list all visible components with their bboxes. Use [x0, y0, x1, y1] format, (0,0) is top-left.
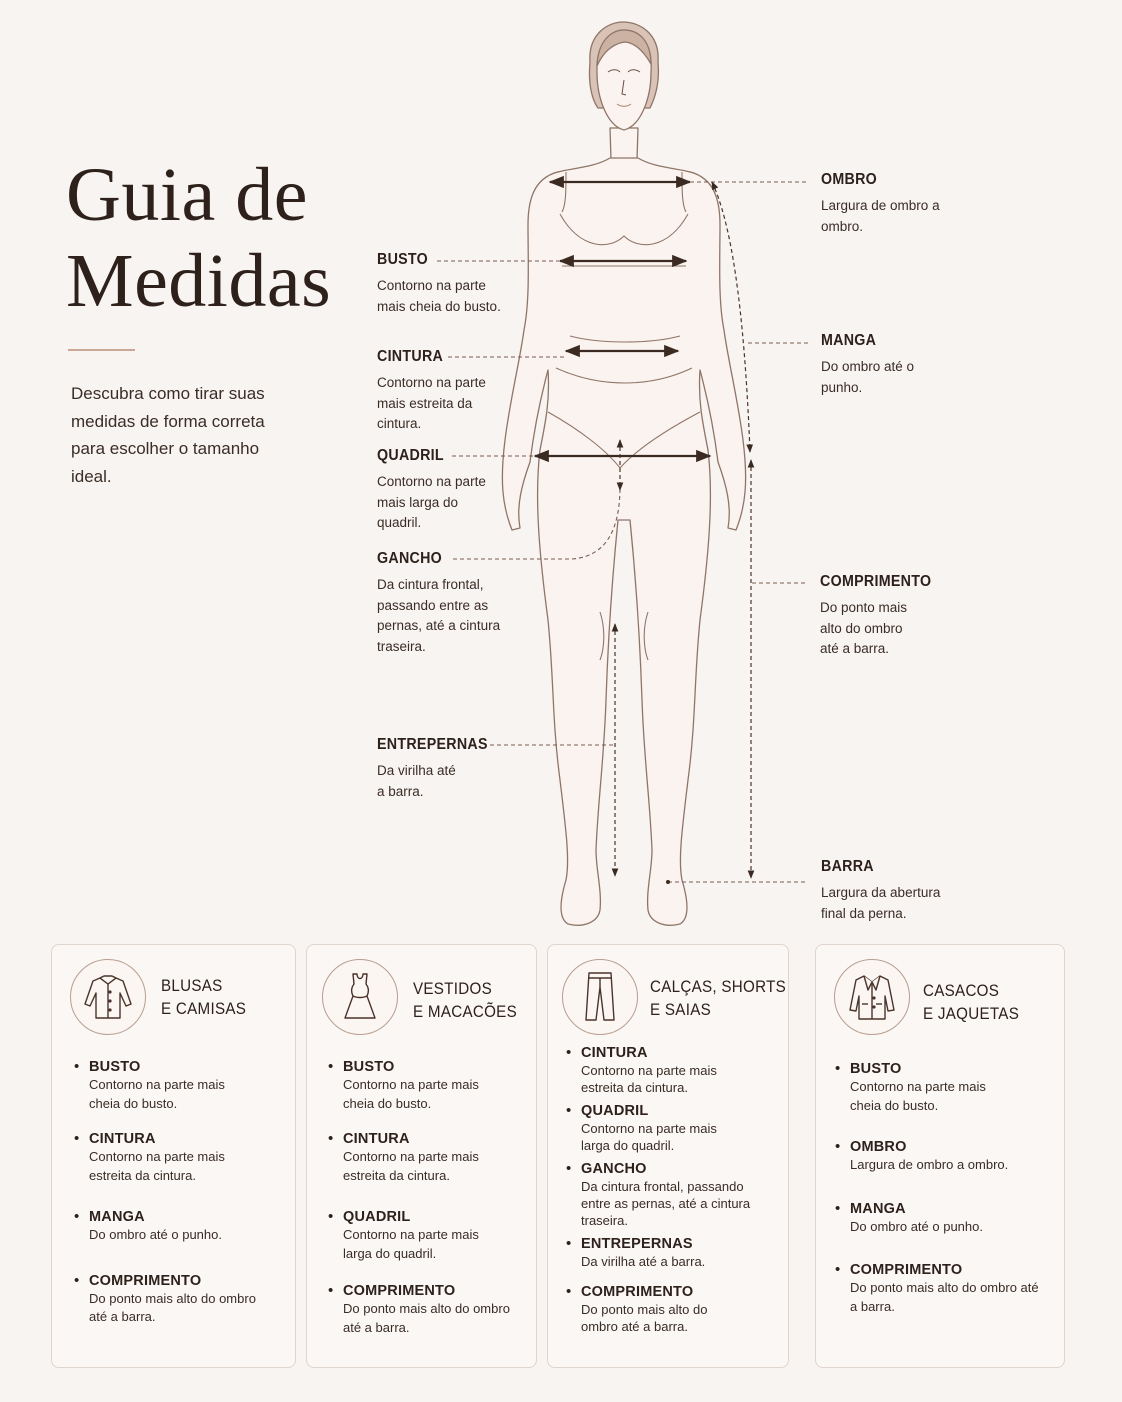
list-item [565, 1045, 778, 1096]
item-name: • MANGA [850, 1200, 906, 1217]
list-item [327, 1209, 526, 1263]
card-title-line-2: E CAMISAS [161, 1000, 247, 1018]
measure-cintura-label: CINTURA [377, 348, 444, 365]
item-desc: Contorno na parte mais larga do quadril. [343, 1227, 479, 1261]
measure-cintura [377, 348, 507, 435]
item-desc: Contorno na parte mais cheia do busto. [89, 1077, 225, 1111]
item-name: • COMPRIMENTO [89, 1272, 202, 1289]
shirt-icon [70, 959, 146, 1035]
measure-busto-label: BUSTO [377, 251, 429, 268]
measure-ombro-desc: Largura de ombro a ombro. [821, 198, 940, 234]
measure-manga-desc: Do ombro até o punho. [821, 359, 915, 395]
item-desc: Do ponto mais alto do ombro até a barra. [89, 1290, 256, 1324]
measure-gancho [377, 550, 517, 657]
list-item [565, 1236, 778, 1270]
item-name: • BUSTO [89, 1059, 141, 1075]
measure-cintura-desc: Contorno na parte mais estreita da cintura. [377, 375, 486, 431]
item-desc: Largura de ombro a ombro. [850, 1157, 1009, 1172]
item-name: • COMPRIMENTO [343, 1283, 456, 1299]
list-item [565, 1284, 778, 1335]
item-name: • CINTURA [581, 1045, 648, 1061]
item-name: • QUADRIL [343, 1209, 411, 1225]
measure-quadril-desc: Contorno na parte mais larga do quadril. [377, 474, 486, 530]
list-item [73, 1059, 285, 1113]
card-title [413, 978, 526, 1024]
item-desc: Do ombro até o punho. [89, 1227, 222, 1242]
list-item [73, 1273, 285, 1327]
measure-busto-desc: Contorno na parte mais cheia do busto. [377, 278, 501, 314]
pants-icon [562, 959, 638, 1035]
list-item [327, 1283, 526, 1337]
card-title-line-1: CALÇAS, SHORTS [650, 978, 787, 996]
item-name: • OMBRO [850, 1139, 907, 1155]
measure-comprimento [820, 573, 970, 660]
card-title-line-1: BLUSAS [161, 977, 223, 995]
item-name: • BUSTO [343, 1059, 395, 1075]
list-item [565, 1161, 778, 1229]
list-item [327, 1059, 526, 1113]
card-blusas-camisas [51, 944, 296, 1368]
card-measure-list [73, 1053, 285, 1327]
dress-icon [322, 959, 398, 1035]
measure-gancho-desc: Da cintura frontal, passando entre as pernas, até a cintura traseira. [377, 577, 501, 654]
card-measure-list [327, 1053, 526, 1337]
title-line-2: Medidas [66, 239, 332, 323]
measure-manga [821, 332, 941, 398]
item-name: • GANCHO [581, 1161, 647, 1177]
measure-entrepernas-desc: Da virilha até a barra. [377, 763, 456, 799]
list-item [834, 1201, 1054, 1237]
card-title-line-2: E JAQUETAS [923, 1005, 1020, 1023]
card-title-line-1: VESTIDOS [413, 980, 492, 998]
list-item [565, 1103, 778, 1154]
measure-gancho-label: GANCHO [377, 550, 443, 567]
item-name: • COMPRIMENTO [850, 1262, 963, 1278]
card-calcas-shorts-saias [547, 944, 789, 1368]
coat-icon [834, 959, 910, 1035]
card-vestidos-macacoes [306, 944, 537, 1368]
card-title [650, 976, 798, 1022]
measure-barra-desc: Largura da abertura final da perna. [821, 885, 941, 921]
list-item [834, 1262, 1054, 1316]
measure-entrepernas [377, 736, 507, 802]
card-measure-list [834, 1061, 1054, 1316]
measure-entrepernas-label: ENTREPERNAS [377, 736, 488, 753]
list-item [834, 1139, 1054, 1175]
measure-ombro-label: OMBRO [821, 171, 878, 188]
card-title-line-2: E MACACÕES [413, 1003, 517, 1021]
item-name: • COMPRIMENTO [581, 1284, 694, 1300]
list-item [834, 1061, 1054, 1115]
measure-barra-label: BARRA [821, 858, 874, 875]
card-measure-list [565, 1045, 778, 1335]
measure-comprimento-label: COMPRIMENTO [820, 573, 932, 590]
item-desc: Contorno na parte mais estreita da cintura. [89, 1149, 225, 1183]
measure-barra [821, 858, 971, 924]
item-desc: Do ombro até o punho. [850, 1218, 983, 1234]
item-name: • CINTURA [89, 1131, 156, 1147]
item-desc: Do ponto mais alto do ombro até a barra. [581, 1302, 708, 1334]
measure-busto [377, 251, 507, 317]
item-desc: Da cintura frontal, passando entre as pernas, até a cintura traseira. [581, 1179, 751, 1228]
list-item [73, 1209, 285, 1245]
list-item [327, 1131, 526, 1185]
card-casacos-jaquetas [815, 944, 1065, 1368]
item-desc: Contorno na parte mais estreita da cintura. [581, 1063, 717, 1095]
title-line-1: Guia de [66, 153, 308, 237]
measure-manga-label: MANGA [821, 332, 877, 349]
item-desc: Contorno na parte mais cheia do busto. [850, 1079, 986, 1113]
list-item [73, 1131, 285, 1185]
measure-ombro [821, 171, 991, 237]
item-desc: Contorno na parte mais estreita da cintura. [343, 1149, 479, 1183]
card-title-line-2: E SAIAS [650, 1001, 711, 1019]
card-title [923, 980, 1027, 1026]
item-name: • MANGA [89, 1209, 145, 1225]
item-desc: Contorno na parte mais larga do quadril. [581, 1121, 717, 1153]
item-name: • ENTREPERNAS [581, 1236, 693, 1252]
item-name: • BUSTO [850, 1061, 902, 1077]
measure-quadril [377, 447, 507, 534]
item-desc: Do ponto mais alto do ombro até a barra. [850, 1280, 1039, 1314]
item-name: • QUADRIL [581, 1103, 649, 1119]
card-title [161, 975, 254, 1021]
card-title-line-1: CASACOS [923, 982, 1000, 1000]
intro-text: Descubra como tirar suas medidas de forma correta para escolher o tamanho ideal. [71, 384, 265, 486]
item-name: • CINTURA [343, 1131, 410, 1147]
measure-quadril-label: QUADRIL [377, 447, 444, 464]
measure-comprimento-desc: Do ponto mais alto do ombro até a barra. [820, 600, 908, 656]
item-desc: Do ponto mais alto do ombro até a barra. [343, 1301, 510, 1335]
item-desc: Da virilha até a barra. [581, 1254, 706, 1269]
item-desc: Contorno na parte mais cheia do busto. [343, 1077, 479, 1111]
